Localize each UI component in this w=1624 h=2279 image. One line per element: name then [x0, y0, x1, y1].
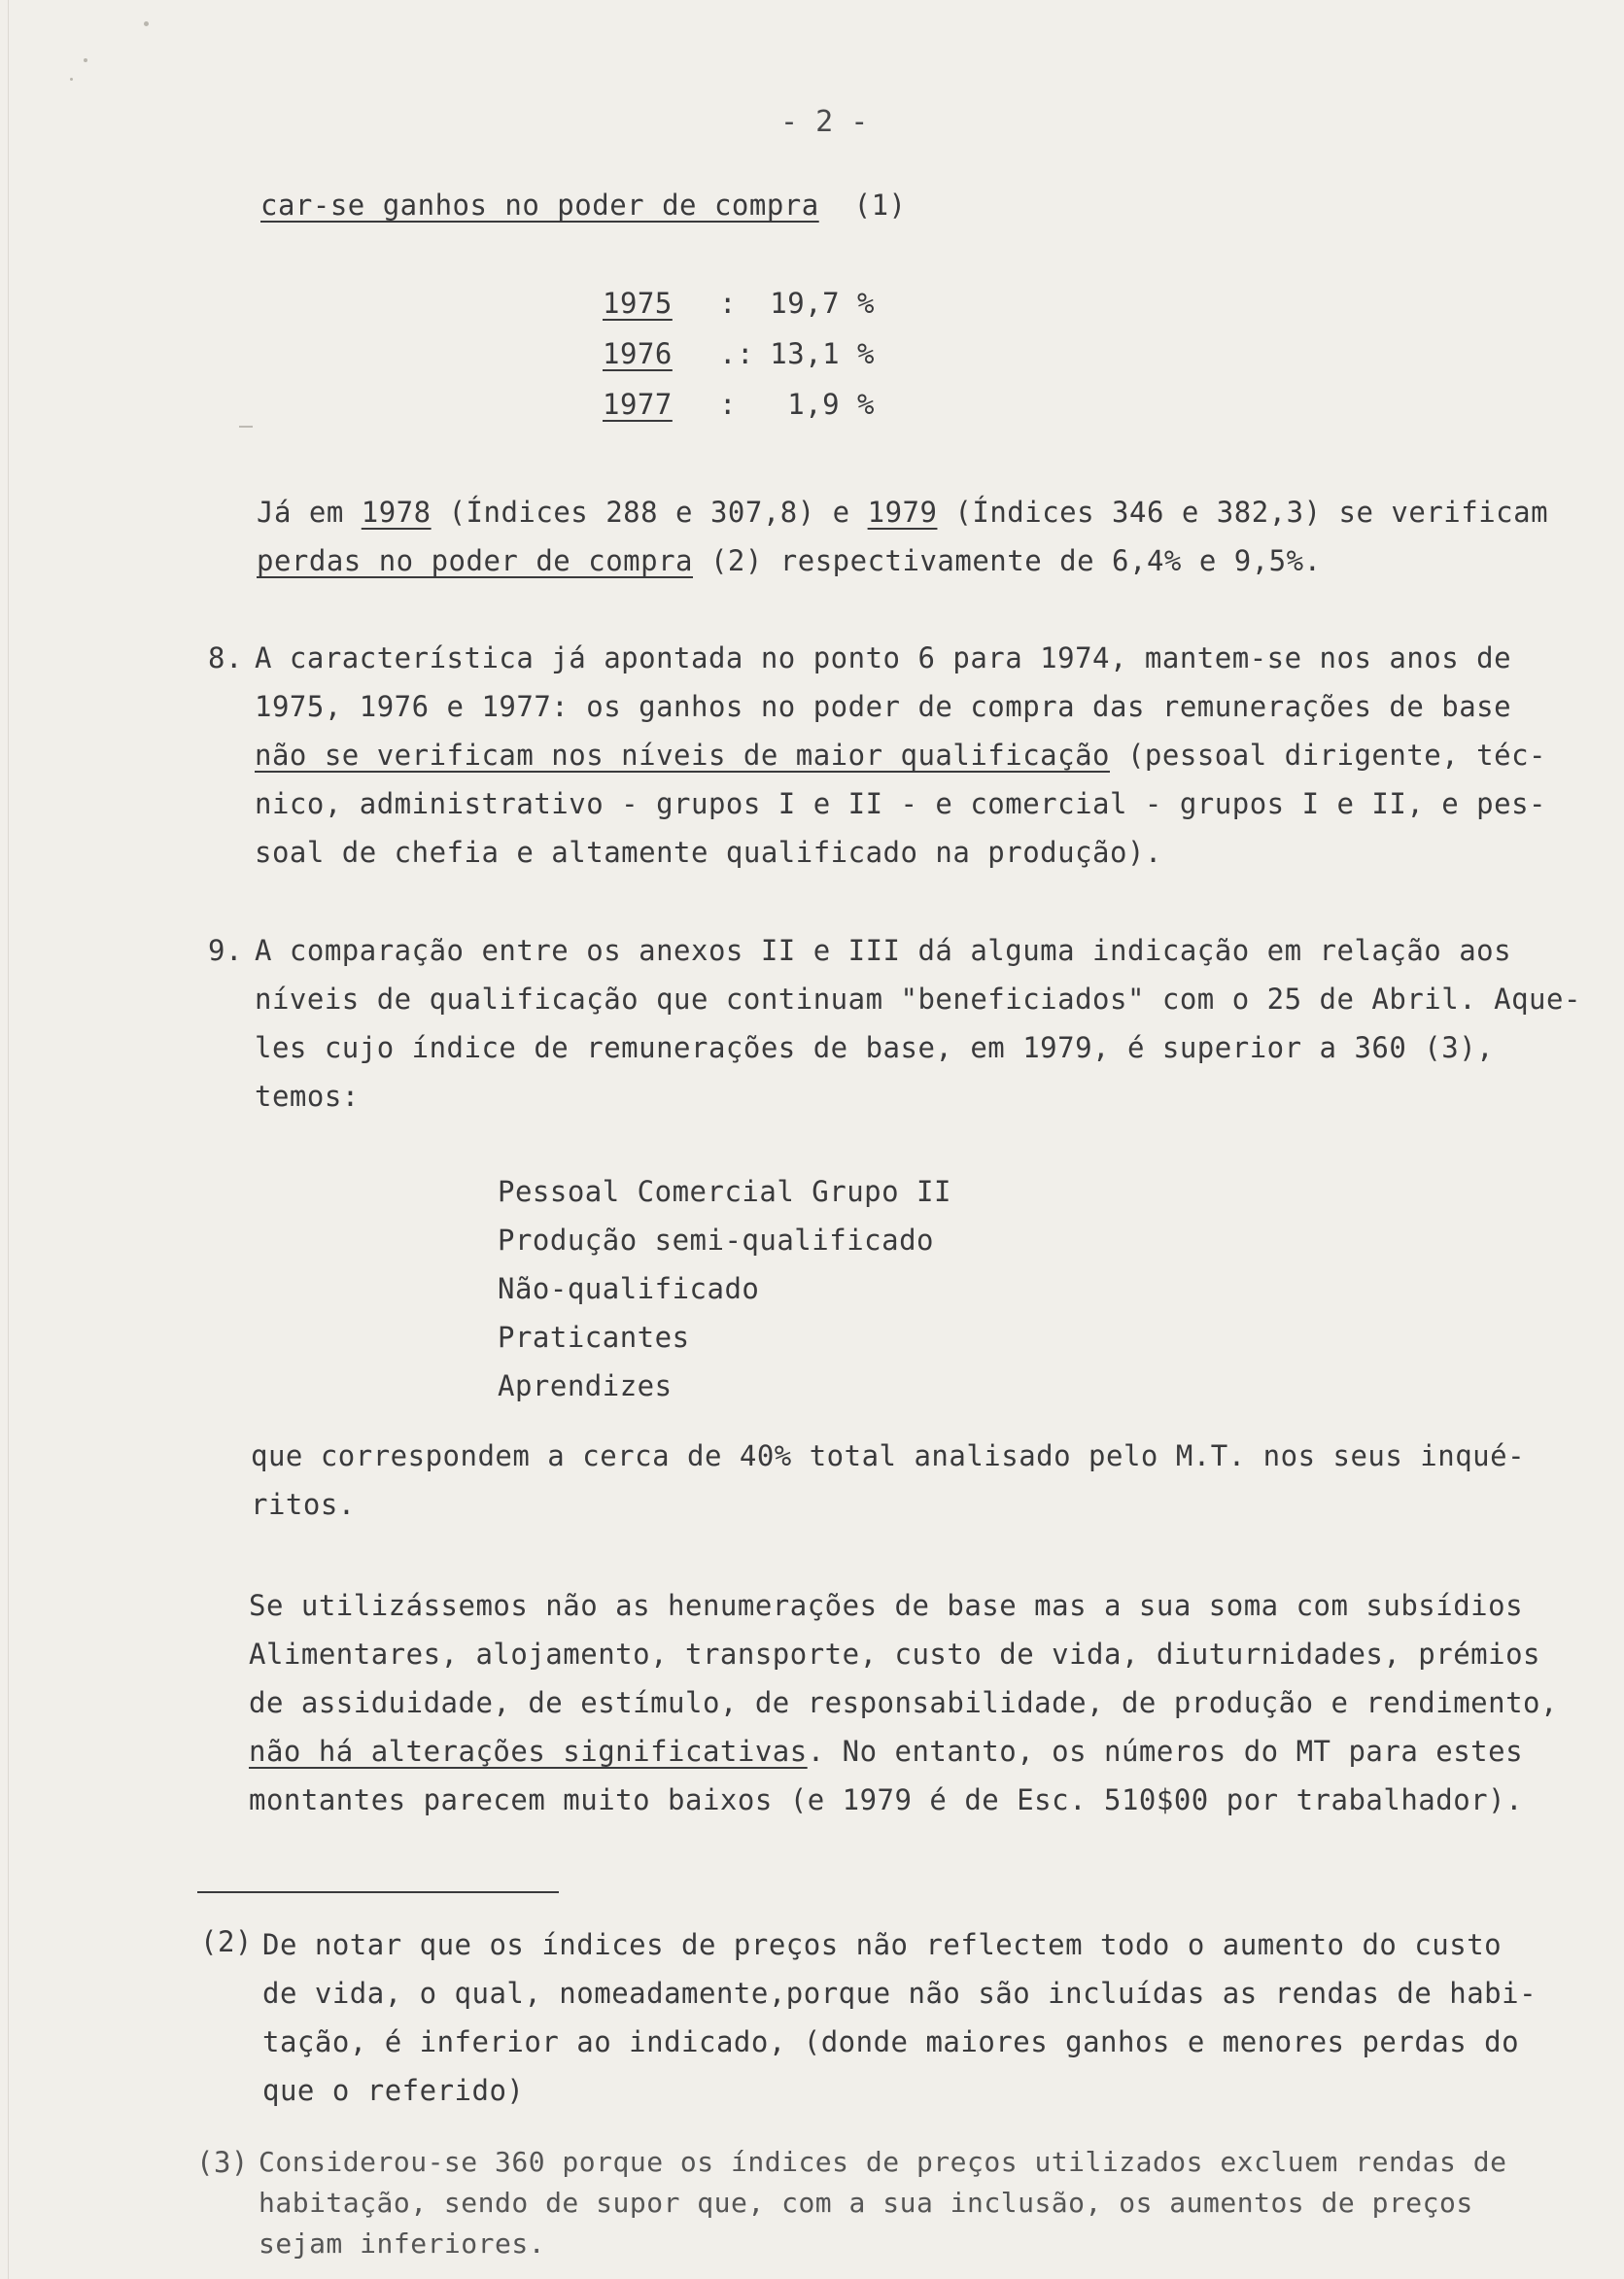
gains-value: 19,7 % [770, 287, 875, 320]
paragraph-line [257, 536, 1548, 585]
year-1979: 1979 [867, 496, 938, 529]
footnote-line: que o referido) [262, 2074, 525, 2107]
paragraph-line: nico, administrativo - grupos I e II - e comercial - grupos I e II, e pes- [255, 787, 1547, 820]
paragraph-line: níveis de qualificação que continuam "beneficiados" com o 25 de Abril. Aque- [255, 983, 1581, 1016]
footnote-ref-1: (1) [853, 189, 907, 222]
item-9-number: 9. [208, 934, 243, 967]
text-run: (Índices 288 e 307,8) e [431, 496, 868, 529]
gains-year: 1977 [603, 388, 673, 421]
paragraph-line: ritos. [251, 1488, 356, 1521]
footnote-separator [197, 1891, 559, 1893]
page-edge [8, 0, 9, 2279]
page-number: - 2 - [780, 105, 869, 139]
closing-paragraph [251, 1432, 1525, 1529]
paragraph-line [255, 731, 1546, 779]
underlined-phrase: não há alterações significativas [249, 1735, 808, 1768]
paragraph-line: les cujo índice de remunerações de base, em 1979, é superior a 360 (3), [255, 1031, 1495, 1064]
gains-year: 1976 [603, 337, 673, 370]
text-run: (2) respectivamente de 6,4% e 9,5%. [693, 544, 1322, 577]
gains-value: 1,9 % [787, 388, 875, 421]
paragraph-line [257, 488, 1548, 536]
paragraph-line [249, 1727, 1558, 1776]
year-1978: 1978 [361, 496, 432, 529]
paper-speck [70, 78, 73, 81]
item-9 [255, 926, 1581, 1121]
underlined-phrase: perdas no poder de compra [257, 544, 693, 577]
paragraph-line: Alimentares, alojamento, transporte, custo de vida, diuturnidades, prémios [249, 1638, 1541, 1671]
list-item: Aprendizes [498, 1369, 673, 1402]
footnote-2 [262, 1920, 1537, 2115]
footnote-line: Considerou-se 360 porque os índices de preços utilizados excluem rendas de [259, 2146, 1507, 2178]
footnote-line: tação, é inferior ao indicado, (donde maiores ganhos e menores perdas do [262, 2025, 1520, 2058]
underlined-phrase: não se verificam nos níveis de maior qualificação [255, 739, 1111, 772]
paragraph-line: A comparação entre os anexos II e III dá alguma indicação em relação aos [255, 934, 1512, 967]
gains-year: 1975 [603, 287, 673, 320]
footnote-2-marker: (2) [200, 1925, 253, 1958]
list-item: Não-qualificado [498, 1272, 760, 1305]
list-item: Praticantes [498, 1321, 690, 1354]
gains-sep: : [719, 287, 737, 320]
list-item: Produção semi-qualificado [498, 1224, 934, 1257]
paragraph-line: soal de chefia e altamente qualificado na produção). [255, 836, 1162, 869]
intro-line [260, 181, 907, 229]
paragraph-line: que correspondem a cerca de 40% total analisado pelo M.T. nos seus inqué- [251, 1439, 1526, 1472]
footnote-3-marker: (3) [196, 2146, 249, 2179]
gains-sep: : [719, 388, 737, 421]
text-run: . No entanto, os números do MT para estes [807, 1735, 1524, 1768]
footnote-line: De notar que os índices de preços não reflectem todo o aumento do custo [262, 1928, 1503, 1961]
gains-row [603, 379, 875, 430]
gains-value: 13,1 % [770, 337, 875, 370]
footnote-3 [259, 2142, 1506, 2264]
text-run: Já em [257, 496, 362, 529]
paper-speck [84, 58, 87, 62]
paragraph-line: 1975, 1976 e 1977: os ganhos no poder de compra das remunerações de base [255, 690, 1512, 723]
list-item: Pessoal Comercial Grupo II [498, 1175, 951, 1208]
gains-row [603, 278, 875, 328]
footnote-line: habitação, sendo de supor que, com a sua inclusão, os aumentos de preços [259, 2187, 1473, 2219]
footnote-line: de vida, o qual, nomeadamente,porque não são incluídas as rendas de habi- [262, 1977, 1538, 2010]
gains-table [603, 278, 875, 430]
paragraph-line: montantes parecem muito baixos (e 1979 é de Esc. 510$00 por trabalhador). [249, 1783, 1524, 1816]
gains-row [603, 328, 875, 379]
stray-mark [239, 426, 253, 428]
paper-speck [144, 21, 149, 26]
item-8 [255, 634, 1546, 877]
item-8-number: 8. [208, 641, 243, 674]
footnote-line: sejam inferiores. [259, 2227, 546, 2260]
text-run: (Índices 346 e 382,3) se verificam [937, 496, 1549, 529]
gains-sep: .: [719, 337, 754, 370]
paragraph-line: de assiduidade, de estímulo, de responsabilidade, de produção e rendimento, [249, 1686, 1558, 1719]
intro-text: car-se ganhos no poder de compra [260, 189, 819, 222]
paragraph-subsidios [249, 1581, 1558, 1824]
paragraph-1978 [257, 488, 1548, 585]
paragraph-line: Se utilizássemos não as henumerações de base mas a sua soma com subsídios [249, 1589, 1524, 1622]
text-run: (pessoal dirigente, téc- [1110, 739, 1547, 772]
categories-list [498, 1167, 951, 1410]
paragraph-line: A característica já apontada no ponto 6 para 1974, mantem-se nos anos de [255, 641, 1512, 674]
paragraph-line: temos: [255, 1080, 360, 1113]
